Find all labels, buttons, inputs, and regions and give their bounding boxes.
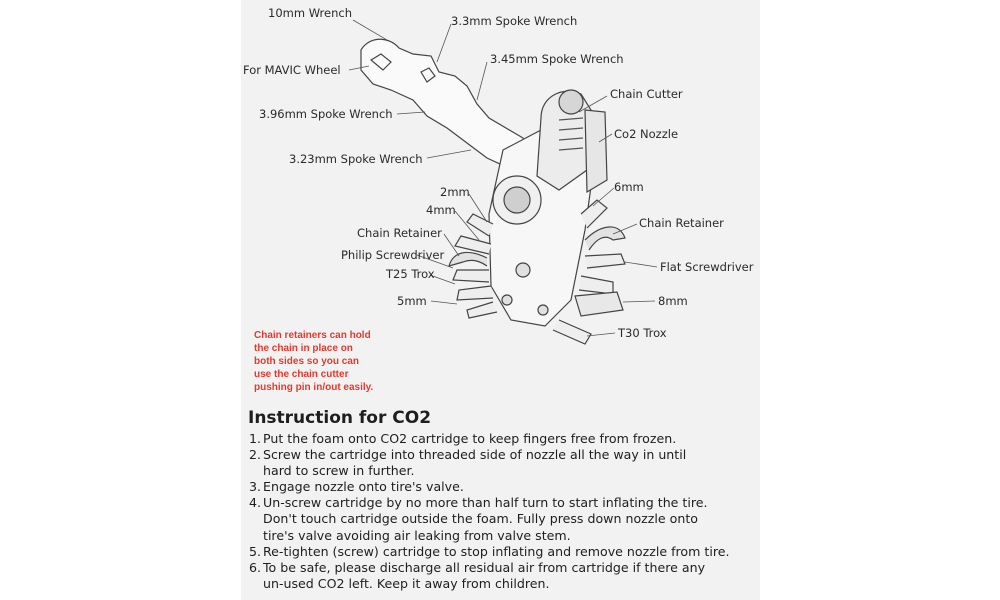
instruction-step: [241, 560, 760, 592]
instruction-step: [241, 544, 760, 560]
label-3-96mm-spoke-wrench: 3.96mm Spoke Wrench: [259, 107, 393, 121]
label-10mm-wrench: 10mm Wrench: [268, 6, 352, 20]
label-4mm: 4mm: [426, 203, 456, 217]
step-text: hard to screw in further.: [263, 463, 415, 479]
manual-sheet: [241, 0, 760, 600]
co2-nozzle-shape: [585, 110, 607, 192]
note-line: the chain in place on: [254, 343, 353, 354]
left-chain-retainer-shape: [449, 252, 487, 266]
label-chain-cutter: Chain Cutter: [610, 87, 683, 101]
step-text: Put the foam onto CO2 cartridge to keep fingers free from frozen.: [263, 431, 677, 446]
label-philip-screwdriver: Philip Screwdriver: [341, 248, 445, 262]
label-mavic-wheel: For MAVIC Wheel: [243, 63, 341, 77]
step-number: 3.: [248, 479, 261, 495]
label-chain-retainer-right: Chain Retainer: [639, 216, 724, 230]
step-number: 2.: [248, 447, 261, 463]
label-chain-retainer-left: Chain Retainer: [357, 226, 442, 240]
step-text: un-used CO2 left. Keep it away from children.: [263, 575, 550, 591]
label-3-45mm-spoke-wrench: 3.45mm Spoke Wrench: [490, 52, 624, 66]
step-text: Un-screw cartridge by no more than half turn to start inflating the tire.: [263, 495, 708, 511]
instruction-steps: [241, 431, 760, 592]
instruction-step: [241, 431, 760, 447]
note-line: pushing pin in/out easily.: [254, 382, 374, 393]
co2-instructions: [241, 408, 760, 592]
label-co2-nozzle: Co2 Nozzle: [614, 127, 679, 141]
label-t25-trox: T25 Trox: [386, 267, 435, 281]
step-text: Re-tighten (screw) cartridge to stop inflating and remove nozzle from tire.: [263, 543, 730, 559]
8mm-hex-bit: [575, 292, 623, 316]
instruction-step: [241, 495, 760, 543]
instruction-step: [241, 447, 760, 479]
label-5mm: 5mm: [397, 294, 427, 308]
step-number: 6.: [248, 559, 261, 575]
note-line: both sides so you can: [254, 356, 360, 367]
step-text: Screw the cartridge into threaded side of nozzle all the way in until: [263, 447, 687, 463]
right-chain-retainer-shape: [585, 227, 625, 250]
label-6mm: 6mm: [614, 180, 644, 194]
note-line: use the chain cutter: [254, 369, 349, 380]
step-text: Don't touch cartridge outside the foam. Fully press down nozzle onto: [263, 511, 698, 527]
label-3-23mm-spoke-wrench: 3.23mm Spoke Wrench: [289, 152, 423, 166]
chain-retainer-note: [254, 329, 404, 394]
step-text: tire's valve avoiding air leaking from valve stem.: [263, 527, 571, 543]
label-8mm: 8mm: [658, 294, 688, 308]
step-text: To be safe, please discharge all residual air from cartridge if there any: [263, 559, 706, 575]
instruction-step: [241, 479, 760, 495]
label-t30-trox: T30 Trox: [618, 326, 667, 340]
step-text: Engage nozzle onto tire's valve.: [263, 479, 464, 495]
label-flat-screwdriver: Flat Screwdriver: [660, 260, 754, 274]
label-3-3mm-spoke-wrench: 3.3mm Spoke Wrench: [451, 14, 578, 28]
instructions-title: Instruction for CO2: [248, 408, 432, 428]
step-number: 4.: [248, 495, 261, 511]
step-number: 5.: [248, 543, 261, 559]
label-2mm: 2mm: [440, 185, 470, 199]
note-line: Chain retainers can hold: [254, 330, 371, 341]
step-number: 1.: [248, 431, 261, 446]
